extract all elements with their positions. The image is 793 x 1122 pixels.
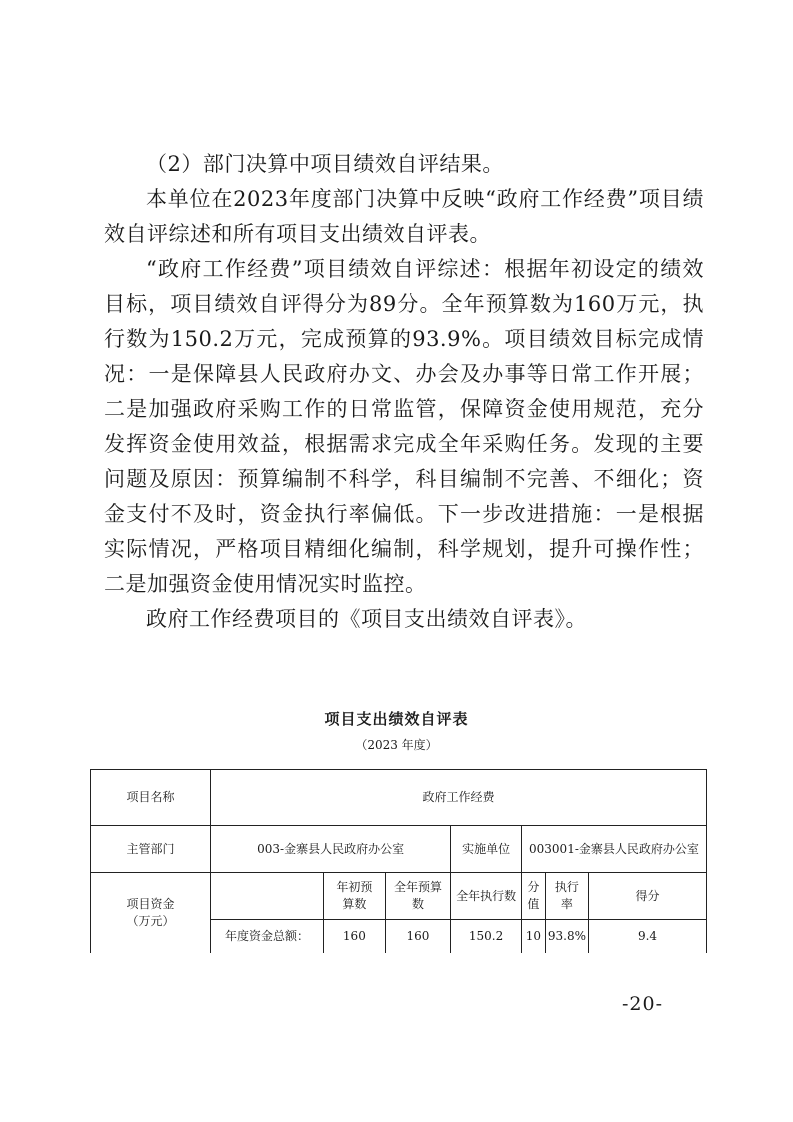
total-annual-exec: 150.2 [451, 920, 522, 954]
impl-label: 实施单位 [451, 826, 522, 873]
total-weight: 10 [521, 920, 545, 954]
paragraph-table-intro: 政府工作经费项目的《项目支出绩效自评表》。 [146, 607, 587, 631]
project-name-value: 政府工作经费 [211, 770, 707, 826]
page-number: -20- [622, 993, 664, 1015]
paragraph-intro: 本单位在2023年度部门决算中反映“政府工作经费”项目绩效自评综述和所有项目支出绩效自评表。 [104, 187, 704, 246]
header-weight: 分 值 [521, 873, 545, 920]
table-title: 项目支出绩效自评表 [324, 710, 469, 728]
dept-label: 主管部门 [91, 826, 211, 873]
table-row [91, 873, 707, 920]
project-name-label: 项目名称 [91, 770, 211, 826]
impl-value: 003001-金寨县人民政府办公室 [521, 826, 706, 873]
total-score: 9.4 [588, 920, 706, 954]
header-initial-budget: 年初预 算数 [324, 873, 386, 920]
header-exec-rate: 执行 率 [545, 873, 588, 920]
header-annual-budget: 全年预算 数 [385, 873, 451, 920]
header-score: 得分 [588, 873, 706, 920]
table-row [91, 826, 707, 873]
section-heading: （2）部门决算中项目绩效自评结果。 [146, 152, 504, 176]
total-exec-rate: 93.8% [545, 920, 588, 954]
header-annual-exec: 全年执行数 [451, 873, 522, 920]
table-row [91, 770, 707, 826]
header-blank [211, 873, 324, 920]
total-label: 年度资金总额： [211, 920, 324, 954]
paragraph-summary: “政府工作经费”项目绩效自评综述：根据年初设定的绩效目标，项目绩效自评得分为89分。全年预算数为160万元，执行数为150.2万元，完成预算的93.9%。项目绩效目标完成情况：一是保障县人民政府办文、办会及办事等日常工作开展；二是加强政府采购工作的日常监管，保障资金使用规范，充分发挥资金使用效益，根据需求完成全年采购任务。发现的主要问题及原因：预算编制不科学，科目编制不完善、不细化；资金支付不及时，资金执行率偏低。下一步改进措施：一是根据实际情况，严格项目精细化编制，科学规划，提升可操作性；二是加强资金使用情况实时监控。 [104, 257, 704, 596]
body-text [104, 147, 704, 637]
funds-label: 项目资金 （万元） [91, 873, 211, 954]
performance-table [90, 769, 707, 953]
total-annual-budget: 160 [385, 920, 451, 954]
dept-value: 003-金寨县人民政府办公室 [211, 826, 451, 873]
table-subtitle: （2023 年度） [355, 738, 438, 752]
total-initial-budget: 160 [324, 920, 386, 954]
